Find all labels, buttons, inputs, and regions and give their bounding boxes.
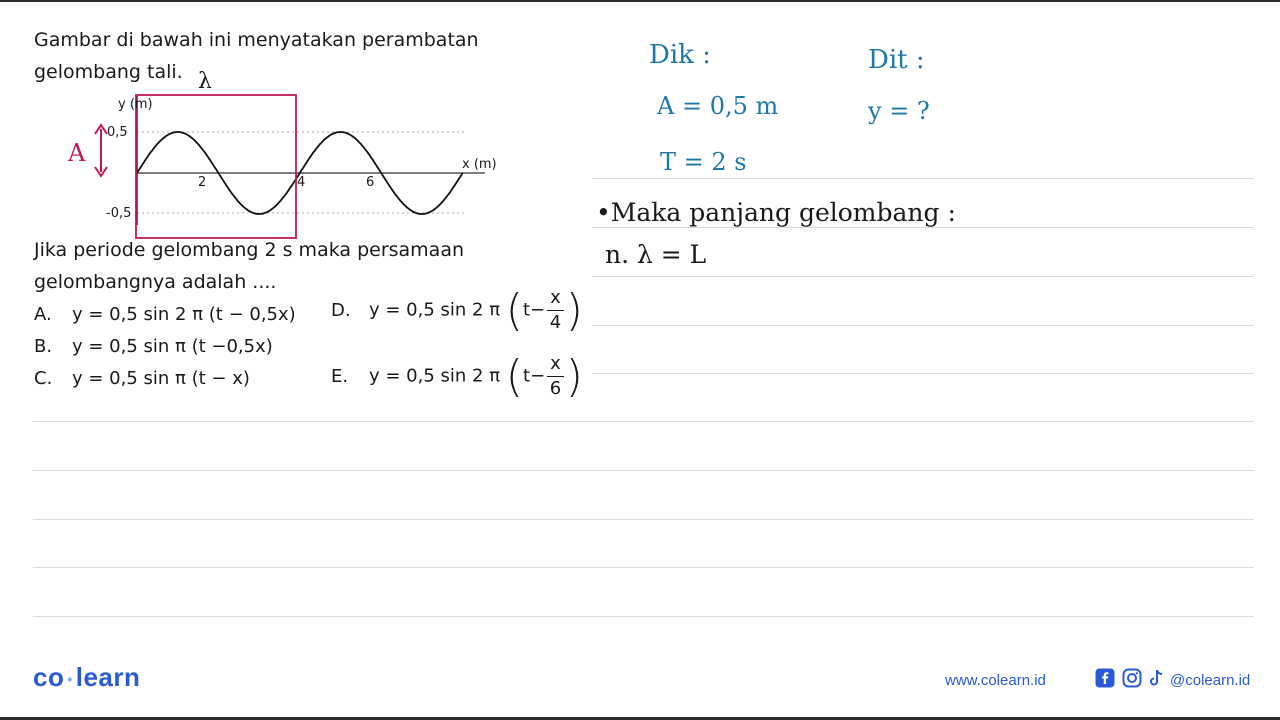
- option-letter: C.: [34, 368, 53, 389]
- solution-formula: n. λ = L: [605, 240, 707, 269]
- logo-text-co: co: [33, 662, 65, 692]
- option-letter: A.: [34, 304, 52, 325]
- wave-figure: [60, 60, 510, 245]
- t-symbol: t: [522, 299, 531, 321]
- given-period: T = 2 s: [660, 148, 747, 176]
- ruled-line: [33, 421, 1254, 422]
- option-b[interactable]: [34, 336, 273, 357]
- amplitude-label: A: [68, 139, 86, 167]
- option-letter: E.: [331, 365, 349, 387]
- right-paren: ): [565, 350, 583, 402]
- solution-step: •Maka panjang gelombang :: [596, 198, 956, 227]
- logo-text-learn: learn: [75, 662, 141, 692]
- option-d[interactable]: [331, 284, 583, 336]
- tiktok-icon[interactable]: [1148, 668, 1166, 688]
- website-link[interactable]: www.colearn.id: [945, 672, 1046, 689]
- x-tick-label: 2: [198, 175, 207, 190]
- y-tick-label: -0,5: [106, 206, 132, 221]
- dit-heading: Dit :: [868, 45, 925, 75]
- fraction: [547, 354, 564, 399]
- option-e[interactable]: [331, 350, 583, 402]
- facebook-icon[interactable]: [1095, 668, 1115, 688]
- option-equation: y = 0,5 sin 2 π: [369, 299, 501, 321]
- ruled-line: [592, 178, 1254, 179]
- question-prompt: Jika periode gelombang 2 s maka persamaan gelombangnya adalah ....: [34, 239, 465, 293]
- y-axis-label: y (m): [118, 97, 153, 112]
- left-paren: (: [505, 350, 523, 402]
- option-equation: y = 0,5 sin π (t − x): [72, 368, 250, 389]
- option-a[interactable]: [34, 304, 296, 325]
- minus-sign: −: [530, 299, 546, 321]
- ruled-line: [33, 616, 1254, 617]
- x-tick-label: 4: [297, 175, 306, 190]
- fraction: [547, 288, 564, 333]
- y-tick-label: 0,5: [107, 125, 128, 140]
- question-intro: Gambar di bawah ini menyatakan perambatan gelombang tali.: [34, 29, 479, 83]
- option-letter: B.: [34, 336, 53, 357]
- minus-sign: −: [530, 365, 546, 387]
- right-paren: ): [565, 284, 583, 336]
- fraction-denominator: 6: [549, 378, 562, 399]
- option-letter: D.: [331, 299, 351, 321]
- option-equation: y = 0,5 sin π (t −0,5x): [72, 336, 273, 357]
- asked-y: y = ?: [868, 97, 930, 125]
- t-symbol: t: [522, 365, 531, 387]
- option-c[interactable]: [34, 368, 250, 389]
- x-axis-label: x (m): [462, 157, 497, 172]
- top-border: [0, 0, 1280, 2]
- ruled-line: [592, 373, 1254, 374]
- option-equation: y = 0,5 sin 2 π: [369, 365, 501, 387]
- ruled-line: [592, 227, 1254, 228]
- instagram-icon[interactable]: [1122, 668, 1142, 688]
- ruled-line: [33, 567, 1254, 568]
- lambda-label: λ: [198, 69, 212, 94]
- social-handle[interactable]: @colearn.id: [1170, 672, 1251, 689]
- ruled-line: [592, 276, 1254, 277]
- x-tick-label: 6: [366, 175, 375, 190]
- option-equation: y = 0,5 sin 2 π (t − 0,5x): [72, 304, 296, 325]
- dik-heading: Dik :: [649, 40, 711, 70]
- ruled-line: [592, 325, 1254, 326]
- fraction-numerator: x: [547, 288, 564, 311]
- left-paren: (: [505, 284, 523, 336]
- colearn-logo: co • learn: [33, 662, 141, 692]
- ruled-line: [33, 470, 1254, 471]
- fraction-denominator: 4: [549, 312, 562, 333]
- given-amplitude: A = 0,5 m: [657, 92, 779, 120]
- fraction-numerator: x: [547, 354, 564, 377]
- ruled-line: [33, 519, 1254, 520]
